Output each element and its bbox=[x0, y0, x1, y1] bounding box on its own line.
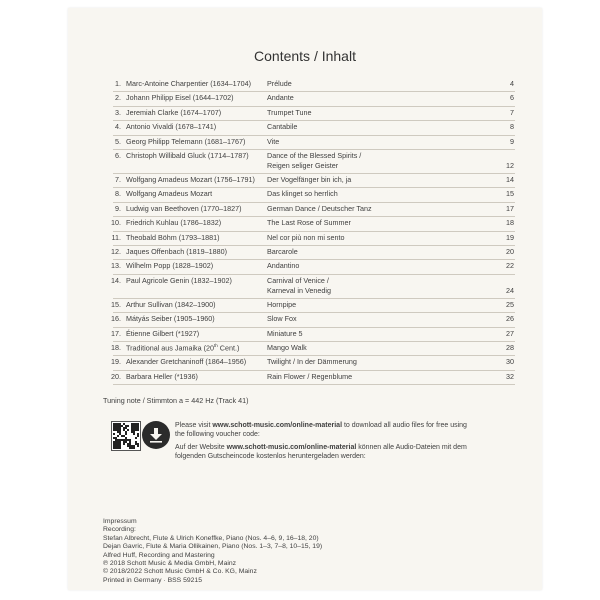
page-title: Contents / Inhalt bbox=[254, 48, 356, 64]
toc-row bbox=[103, 232, 515, 246]
toc-piece-title: Andante bbox=[267, 93, 294, 103]
toc-piece bbox=[267, 108, 467, 118]
toc-composer bbox=[126, 175, 255, 184]
toc-composer-text: Wolfgang Amadeus Mozart bbox=[126, 189, 213, 199]
toc-piece bbox=[267, 122, 467, 132]
qr-module bbox=[137, 429, 139, 431]
toc-composer bbox=[126, 151, 249, 160]
toc-composer-text: Christoph Willibald Gluck (1714–1787) bbox=[126, 151, 249, 160]
toc-piece-title: Hornpipe bbox=[267, 299, 297, 309]
toc-composer-text: Friedrich Kuhlau (1786–1832) bbox=[126, 218, 222, 228]
toc-composer-text: Alexander Gretchaninoff (1864–1956) bbox=[126, 357, 247, 367]
toc-page-number: 30 bbox=[506, 357, 514, 367]
toc-piece-title: Der Vogelfänger bin ich, ja bbox=[267, 175, 352, 184]
toc-page-number: 4 bbox=[510, 79, 514, 88]
toc-number: 12. bbox=[111, 247, 121, 256]
toc-piece-title: Slow Fox bbox=[267, 314, 297, 324]
toc-composer-text: Johann Philipp Eisel (1644–1702) bbox=[126, 93, 234, 103]
impressum-line: © 2018/2022 Schott Music GmbH & Co. KG, Mainz bbox=[103, 568, 257, 576]
online-note-de-suffix: können alle Audio-Dateien mit dem bbox=[356, 444, 467, 451]
toc-piece bbox=[267, 204, 467, 214]
toc-piece bbox=[267, 314, 467, 324]
toc-row bbox=[103, 217, 515, 231]
toc-composer-text: Wolfgang Amadeus Mozart (1756–1791) bbox=[126, 175, 255, 184]
toc-composer-text: Traditional aus Jamaika (20 bbox=[126, 343, 215, 353]
toc-number: 2. bbox=[115, 93, 121, 103]
impressum-line: Alfred Huff, Recording and Mastering bbox=[103, 551, 215, 559]
toc-piece-title: Rain Flower / Regenblume bbox=[267, 371, 353, 381]
toc-piece-title: Barcarole bbox=[267, 247, 298, 256]
toc-number: 10. bbox=[111, 218, 121, 228]
toc-number: 20. bbox=[111, 371, 121, 381]
toc-piece-title: Das klinget so herrlich bbox=[267, 189, 338, 199]
toc-piece-title: Miniature 5 bbox=[267, 328, 303, 338]
online-note-en-line2: the following voucher code: bbox=[175, 431, 260, 438]
toc-composer bbox=[126, 108, 221, 117]
toc-row bbox=[103, 371, 515, 385]
toc-piece bbox=[267, 276, 467, 296]
impressum-line: Impressum bbox=[103, 518, 137, 525]
toc-page-number: 8 bbox=[510, 122, 514, 132]
toc-composer bbox=[126, 261, 213, 270]
toc-page-number: 25 bbox=[506, 299, 514, 309]
toc-piece-title-line2: Reigen seliger Geister bbox=[267, 161, 339, 170]
toc-piece-title: Twilight / In der Dämmerung bbox=[267, 357, 357, 367]
online-note-de-line2: folgenden Gutscheincode kostenlos heruntergeladen werden: bbox=[175, 453, 366, 460]
toc-composer-text: Theobald Böhm (1793–1881) bbox=[126, 232, 220, 242]
toc-composer-text: Mátyás Seiber (1905–1960) bbox=[126, 314, 215, 324]
toc-row bbox=[103, 188, 515, 202]
qr-module bbox=[125, 433, 127, 435]
toc-composer-text: Jaques Offenbach (1819–1880) bbox=[126, 247, 227, 256]
toc-row bbox=[103, 136, 515, 150]
toc-page-number: 28 bbox=[506, 343, 514, 352]
toc-piece bbox=[267, 357, 467, 367]
toc-number: 11. bbox=[111, 232, 121, 242]
toc-composer-text: Paul Agricole Genin (1832–1902) bbox=[126, 275, 232, 285]
toc-number: 13. bbox=[111, 261, 121, 271]
toc-composer bbox=[126, 343, 239, 352]
toc-row bbox=[103, 356, 515, 370]
toc-number: 6. bbox=[115, 151, 121, 160]
online-note-en bbox=[175, 421, 515, 439]
qr-module bbox=[127, 429, 129, 431]
toc-composer bbox=[126, 233, 220, 242]
toc-piece-title: The Last Rose of Summer bbox=[267, 218, 351, 228]
toc-page-number: 14 bbox=[506, 175, 514, 184]
toc-piece-title: Prélude bbox=[267, 79, 292, 88]
toc-row bbox=[103, 260, 515, 274]
toc-row bbox=[103, 107, 515, 121]
online-note-en-suffix: to download all audio files for free using bbox=[342, 422, 467, 429]
toc-composer-text: Jeremiah Clarke (1674–1707) bbox=[126, 107, 222, 117]
toc-piece bbox=[267, 343, 467, 353]
toc-number: 3. bbox=[115, 107, 121, 117]
toc-piece-title: Vite bbox=[267, 136, 280, 146]
toc-page-number: 19 bbox=[506, 232, 514, 242]
toc-number: 18. bbox=[111, 343, 121, 352]
toc-composer-text: Étienne Gilbert (*1927) bbox=[126, 328, 200, 338]
toc-piece bbox=[267, 189, 467, 199]
toc-composer-end: Cent.) bbox=[217, 343, 240, 353]
toc-page-number: 24 bbox=[506, 285, 514, 295]
toc-piece bbox=[267, 175, 467, 185]
toc-composer bbox=[126, 372, 198, 381]
toc-piece bbox=[267, 137, 467, 147]
toc-row bbox=[103, 203, 515, 217]
online-note-de-prefix: Auf der Website bbox=[175, 444, 227, 451]
qr-module bbox=[137, 445, 139, 447]
toc-piece bbox=[267, 247, 467, 257]
toc-piece-title-line2: Karneval in Venedig bbox=[267, 285, 331, 295]
tuning-note: Tuning note / Stimmton a = 442 Hz (Track 41) bbox=[103, 396, 249, 405]
toc-composer-sup: th bbox=[214, 343, 218, 348]
toc-composer bbox=[126, 300, 216, 309]
toc-row bbox=[103, 246, 515, 260]
toc-page-number: 7 bbox=[510, 107, 514, 117]
document-page bbox=[68, 8, 542, 590]
qr-module bbox=[113, 433, 115, 435]
toc-piece-title: Andantino bbox=[267, 261, 300, 271]
toc-composer bbox=[126, 329, 199, 338]
toc-piece-title: German Dance / Deutscher Tanz bbox=[267, 203, 372, 213]
online-note-en-prefix: Please visit bbox=[175, 422, 213, 429]
toc-page-number: 9 bbox=[510, 136, 514, 146]
qr-module bbox=[133, 447, 135, 449]
toc-row bbox=[103, 174, 515, 188]
impressum-line: Printed in Germany · BSS 59215 bbox=[103, 576, 202, 584]
toc-piece bbox=[267, 151, 467, 171]
toc-page-number: 32 bbox=[506, 371, 514, 381]
toc-piece bbox=[267, 329, 467, 339]
impressum-line: Recording: bbox=[103, 526, 136, 534]
toc-piece bbox=[267, 93, 467, 103]
online-url-en[interactable]: www.schott-music.com/online-material bbox=[212, 422, 343, 429]
toc-row bbox=[103, 78, 515, 92]
toc-piece bbox=[267, 79, 467, 89]
qr-module bbox=[127, 425, 129, 427]
qr-module bbox=[117, 435, 119, 437]
impressum-line: Stefan Albrecht, Flute & Ulrich Koneffke, Piano (Nos. 4–6, 9, 16–18, 20) bbox=[103, 534, 319, 542]
toc-number: 9. bbox=[115, 203, 121, 213]
toc-page-number: 6 bbox=[510, 93, 514, 103]
toc-composer bbox=[126, 357, 246, 366]
toc-number: 1. bbox=[115, 79, 121, 88]
toc-page-number: 27 bbox=[506, 328, 514, 338]
toc-composer-text: Arthur Sullivan (1842–1900) bbox=[126, 299, 216, 309]
toc-page-number: 22 bbox=[506, 261, 514, 271]
qr-module bbox=[119, 447, 121, 449]
qr-code-icon bbox=[111, 421, 141, 451]
toc-page-number: 12 bbox=[506, 161, 514, 170]
toc-composer bbox=[126, 189, 212, 198]
toc-composer bbox=[126, 276, 232, 285]
toc-page-number: 20 bbox=[506, 247, 514, 256]
toc-number: 8. bbox=[115, 189, 121, 199]
toc-composer-text: Barbara Heller (*1936) bbox=[126, 371, 198, 381]
toc-row bbox=[103, 313, 515, 327]
toc-piece-title: Mango Walk bbox=[267, 343, 307, 352]
toc-divider bbox=[113, 384, 515, 385]
qr-module bbox=[135, 437, 137, 439]
toc-page-number: 26 bbox=[506, 314, 514, 324]
qr-module bbox=[133, 433, 135, 435]
toc-composer-text: Wilhelm Popp (1828–1902) bbox=[126, 261, 214, 271]
toc-composer bbox=[126, 314, 215, 323]
toc-number: 16. bbox=[111, 314, 121, 324]
toc-row bbox=[103, 275, 515, 299]
online-url-de[interactable]: www.schott-music.com/online-material bbox=[226, 444, 357, 451]
toc-number: 15. bbox=[111, 299, 121, 309]
qr-module bbox=[137, 435, 139, 437]
toc-number: 19. bbox=[111, 357, 121, 367]
toc-page-number: 18 bbox=[506, 218, 514, 228]
toc-composer bbox=[126, 218, 221, 227]
impressum-line: Dejan Gavric, Flute & Maria Ollikainen, Piano (Nos. 1–3, 7–8, 10–15, 19) bbox=[103, 543, 323, 551]
toc-piece-title: Cantabile bbox=[267, 122, 298, 132]
toc-piece-title: Dance of the Blessed Spirits / bbox=[267, 151, 362, 160]
toc-composer bbox=[126, 93, 234, 102]
toc-piece bbox=[267, 233, 467, 243]
toc-composer bbox=[126, 204, 242, 213]
toc-number: 7. bbox=[115, 175, 121, 184]
toc-page-number: 17 bbox=[506, 203, 514, 213]
toc-piece bbox=[267, 218, 467, 228]
toc-composer bbox=[126, 122, 216, 131]
toc-number: 4. bbox=[115, 122, 121, 132]
toc-composer bbox=[126, 247, 227, 256]
toc-piece bbox=[267, 261, 467, 271]
toc-piece bbox=[267, 300, 467, 310]
toc-composer bbox=[126, 137, 245, 146]
toc-row bbox=[103, 328, 515, 342]
qr-module bbox=[123, 443, 125, 445]
toc-piece-title: Carnival of Venice / bbox=[267, 275, 329, 285]
toc-number: 17. bbox=[111, 328, 121, 338]
toc-piece-title: Trumpet Tune bbox=[267, 107, 312, 117]
toc-composer bbox=[126, 79, 251, 88]
toc-number: 5. bbox=[115, 136, 121, 146]
impressum bbox=[103, 518, 403, 585]
toc-piece-title: Nel cor più non mi sento bbox=[267, 232, 345, 242]
toc-row bbox=[103, 299, 515, 313]
toc-row bbox=[103, 121, 515, 135]
toc-row bbox=[103, 92, 515, 106]
toc-composer-text: Georg Philipp Telemann (1681–1767) bbox=[126, 136, 246, 146]
toc-page-number: 15 bbox=[506, 189, 514, 199]
online-note-de bbox=[175, 443, 515, 461]
toc-piece bbox=[267, 372, 467, 382]
toc-row bbox=[103, 342, 515, 356]
toc-number: 14. bbox=[111, 275, 121, 285]
impressum-line: ℗ 2018 Schott Music & Media GmbH, Mainz bbox=[103, 560, 237, 568]
toc-composer-text: Ludwig van Beethoven (1770–1827) bbox=[126, 203, 242, 213]
toc-composer-text: Marc-Antoine Charpentier (1634–1704) bbox=[126, 79, 252, 88]
toc-composer-text: Antonio Vivaldi (1678–1741) bbox=[126, 122, 217, 132]
download-arrow-icon bbox=[142, 421, 170, 449]
toc-row bbox=[103, 150, 515, 174]
